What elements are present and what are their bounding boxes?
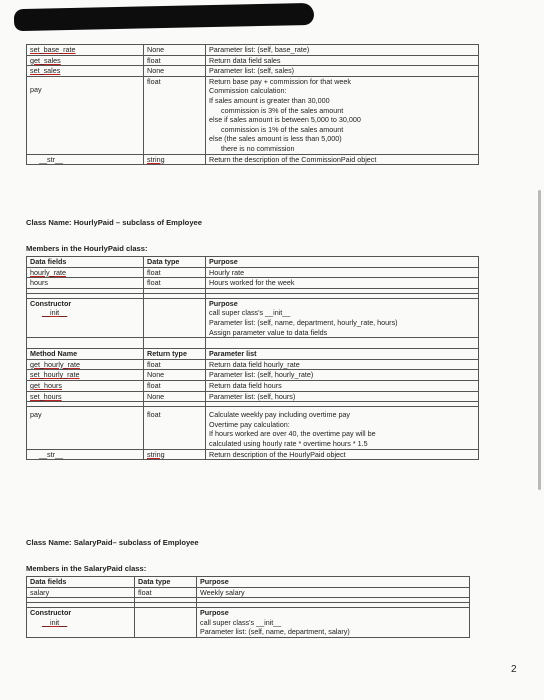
table-row: [27, 55, 479, 66]
method-purpose: Parameter list: (self, base_rate): [206, 45, 479, 56]
method-name: set_hours: [27, 391, 144, 402]
table-row: [27, 76, 479, 154]
field-purpose: Hours worked for the week: [206, 278, 479, 289]
members-title: Members in the SalaryPaid class:: [26, 564, 147, 573]
table-row: [27, 587, 470, 598]
field-name: hourly_rate: [27, 267, 144, 278]
page-number: 2: [511, 664, 517, 675]
method-name: set_hourly_rate: [27, 370, 144, 381]
column-header: Return type: [144, 349, 206, 360]
spacer-row: [27, 338, 479, 349]
table-row: [27, 380, 479, 391]
table-row: [27, 278, 479, 289]
method-purpose: Parameter list: (self, sales): [206, 66, 479, 77]
field-type: float: [135, 587, 197, 598]
method-purpose: Return base pay + commission for that week Commission calculation: If sales amount is greater than 30,000 commission is 3% of the sales amount else if sales amount is between 5,000 to 30,000 commission is 1% of the sales amount else (the sales amount is less than 5,000) there is no commission: [206, 76, 479, 154]
column-header: Data fields: [27, 257, 144, 268]
table-row: [27, 298, 479, 337]
table-row: [27, 359, 479, 370]
method-purpose: Return data field hours: [206, 380, 479, 391]
column-header: Data type: [135, 577, 197, 588]
commission-methods-table: [26, 44, 479, 165]
table-row: [27, 267, 479, 278]
scrollbar[interactable]: [538, 190, 541, 490]
method-purpose: Parameter list: (self, hourly_rate): [206, 370, 479, 381]
table-header-row: [27, 349, 479, 360]
table-header-row: [27, 257, 479, 268]
method-name: __str__: [27, 449, 144, 460]
return-type: float: [144, 55, 206, 66]
redaction-mark: [14, 3, 314, 31]
column-header: Parameter list: [206, 349, 479, 360]
field-name: salary: [27, 587, 135, 598]
table-row: [27, 449, 479, 460]
method-purpose: Return description of the HourlyPaid object: [206, 449, 479, 460]
field-purpose: Hourly rate: [206, 267, 479, 278]
method-name: get_hourly_rate: [27, 359, 144, 370]
hourly-fields-table: [26, 256, 479, 460]
constructor-purpose: Purpose call super class's __init__ Parameter list: (self, name, department, salary): [197, 608, 470, 638]
method-purpose: Return data field sales: [206, 55, 479, 66]
return-type: None: [144, 391, 206, 402]
method-name: pay: [27, 76, 144, 154]
return-type: string: [144, 154, 206, 165]
return-type: None: [144, 370, 206, 381]
return-type: None: [144, 66, 206, 77]
field-name: hours: [27, 278, 144, 289]
return-type: float: [144, 359, 206, 370]
return-type: float: [144, 407, 206, 449]
method-purpose: Return the description of the CommissionPaid object: [206, 154, 479, 165]
table-row: [27, 391, 479, 402]
column-header: Data fields: [27, 577, 135, 588]
class-title: Class Name: HourlyPaid – subclass of Employee: [26, 218, 202, 227]
column-header: Method Name: [27, 349, 144, 360]
return-type: float: [144, 76, 206, 154]
table-row: [27, 407, 479, 449]
class-title: Class Name: SalaryPaid– subclass of Employee: [26, 538, 199, 547]
constructor-cell: Constructor __init__: [27, 298, 144, 337]
method-purpose: Parameter list: (self, hours): [206, 391, 479, 402]
field-type: float: [144, 267, 206, 278]
table-row: [27, 608, 470, 638]
return-type: float: [144, 380, 206, 391]
method-purpose: Return data field hourly_rate: [206, 359, 479, 370]
field-purpose: Weekly salary: [197, 587, 470, 598]
method-name: __str__: [27, 154, 144, 165]
constructor-purpose: Purpose call super class's __init__ Parameter list: (self, name, department, hourly_rate, hours) Assign parameter value to data fields: [206, 298, 479, 337]
table-header-row: [27, 577, 470, 588]
column-header: Purpose: [197, 577, 470, 588]
method-name: get_hours: [27, 380, 144, 391]
method-name: set_sales: [27, 66, 144, 77]
table-row: [27, 45, 479, 56]
method-name: get_sales: [27, 55, 144, 66]
return-type: string: [144, 449, 206, 460]
method-name: pay: [27, 407, 144, 449]
column-header: Data type: [144, 257, 206, 268]
table-row: [27, 370, 479, 381]
method-name: set_base_rate: [27, 45, 144, 56]
members-title: Members in the HourlyPaid class:: [26, 244, 148, 253]
column-header: Purpose: [206, 257, 479, 268]
return-type: None: [144, 45, 206, 56]
field-type: float: [144, 278, 206, 289]
method-purpose: Calculate weekly pay including overtime pay Overtime pay calculation: If hours worked are over 40, the overtime pay will be calculated using hourly rate * overtime hours * 1.5: [206, 407, 479, 449]
table-row: [27, 66, 479, 77]
constructor-cell: Constructor __init__: [27, 608, 135, 638]
table-row: [27, 154, 479, 165]
salary-fields-table: [26, 576, 470, 638]
